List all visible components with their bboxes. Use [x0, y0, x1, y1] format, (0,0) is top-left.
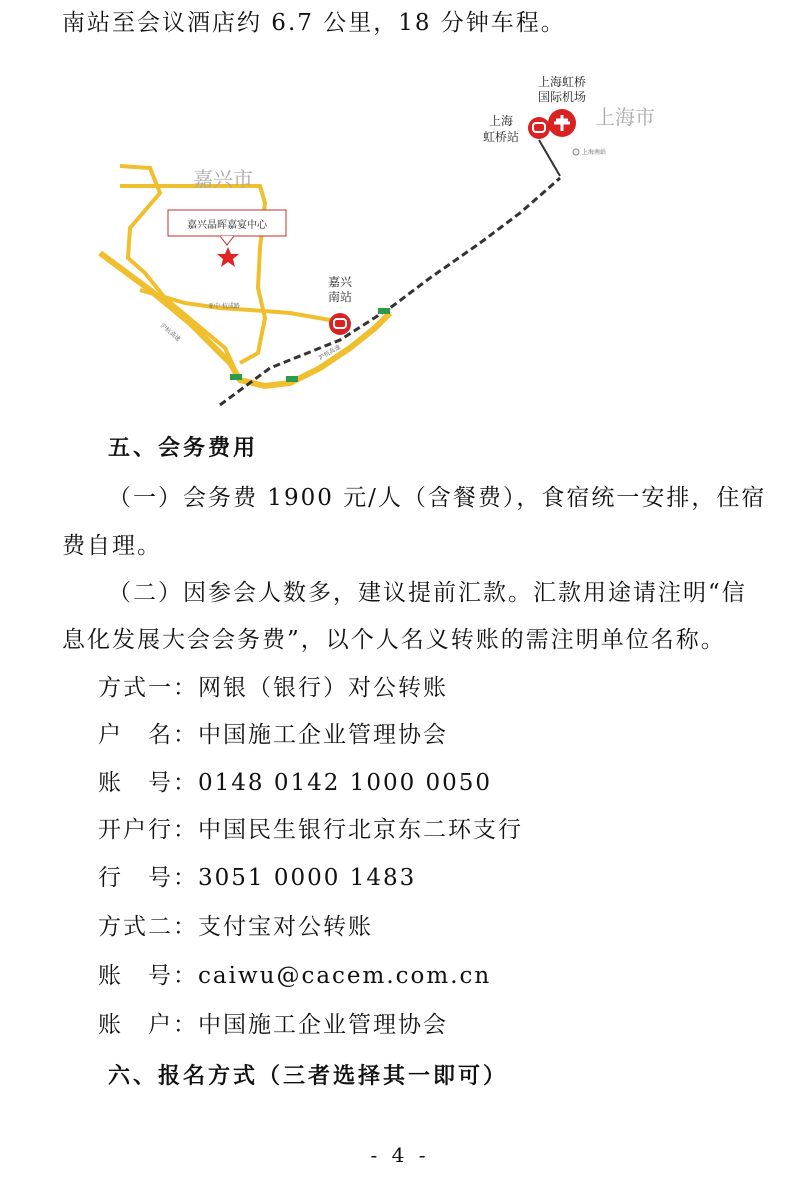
road-label: 沪杭高速 — [158, 322, 182, 343]
road-shield-icon — [378, 308, 390, 314]
airport-label-hongqiao: 国际机场 — [537, 90, 587, 104]
road-shield-icon — [230, 374, 242, 380]
route-map — [90, 58, 710, 418]
section-heading-fees: 五、会务费用 — [108, 436, 259, 461]
metro-icon — [573, 149, 579, 155]
callout-pointer — [220, 236, 234, 245]
road-shield-icon — [286, 376, 298, 382]
road-yellow-left — [120, 166, 265, 386]
train-station-icon — [329, 313, 351, 335]
train-station-icon — [528, 117, 550, 139]
station-link — [539, 140, 560, 176]
paragraph-remit-line1: （二）因参会人数多，建议提前汇款。汇款用途请注明“信 — [108, 580, 747, 606]
station-label-jiaxing-south: 南站 — [327, 290, 353, 304]
account-name: 户 名：中国施工企业管理协会 — [98, 722, 448, 748]
payment-method-2: 方式二：支付宝对公转账 — [98, 914, 373, 940]
bank-number: 行 号：3051 0000 1483 — [98, 865, 417, 891]
paragraph-fee-line2: 费自理。 — [62, 533, 162, 559]
payment-method-1: 方式一：网银（银行）对公转账 — [98, 675, 448, 701]
city-label-jiaxing: 嘉兴市 — [193, 167, 253, 191]
account-number: 账 号：0148 0142 1000 0050 — [98, 770, 493, 796]
station-label-shanghai-south: 上海南站 — [582, 149, 607, 156]
hotel-star-icon — [217, 247, 239, 267]
paragraph-fee-line1: （一）会务费 1900 元/人（含餐费），食宿统一安排，住宿 — [108, 485, 767, 511]
station-label-jiaxing-south: 嘉兴 — [327, 275, 353, 289]
intro-text: 南站至会议酒店约 6.7 公里，18 分钟车程。 — [62, 10, 566, 36]
alipay-account: 账 号：caiwu@cacem.com.cn — [98, 963, 492, 989]
bank-name: 开户行：中国民生银行北京东二环支行 — [98, 817, 523, 843]
city-label-shanghai: 上海市 — [595, 105, 655, 129]
hotel-label: 嘉兴晶晖嘉宴中心 — [187, 220, 267, 231]
station-label-hongqiao: 虹桥站 — [482, 130, 520, 144]
alipay-holder: 账 户：中国施工企业管理协会 — [98, 1012, 448, 1038]
section-heading-registration: 六、报名方式（三者选择其一即可） — [108, 1064, 509, 1089]
airport-label-hongqiao: 上海虹桥 — [537, 75, 587, 89]
paragraph-remit-line2: 息化发展大会会务费”，以个人名义转账的需注明单位名称。 — [62, 627, 726, 653]
road-label: 沪杭高速 — [317, 343, 342, 362]
road-label: 亚中·杭成路 — [208, 303, 240, 310]
station-label-hongqiao: 上海 — [488, 114, 514, 128]
page-number: - 4 - — [370, 1143, 430, 1167]
